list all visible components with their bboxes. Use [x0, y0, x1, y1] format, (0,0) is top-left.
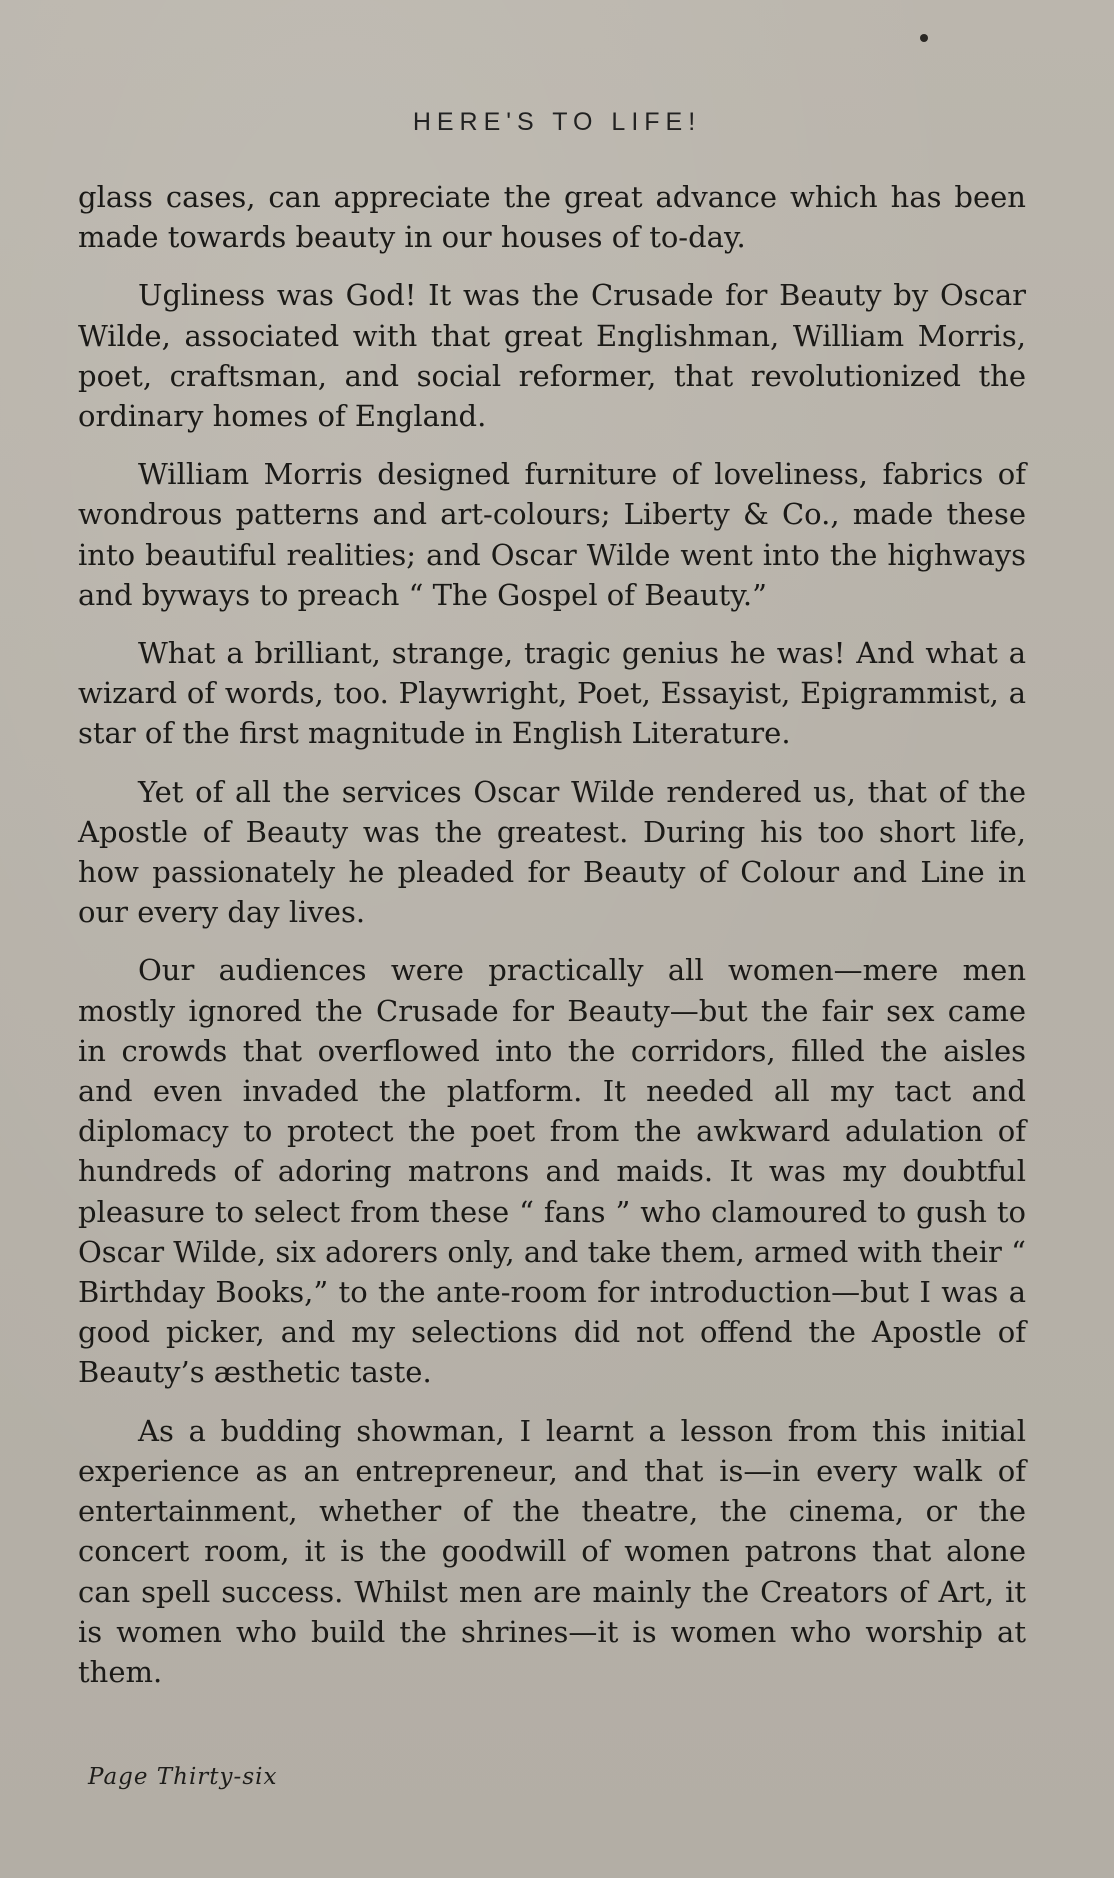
paragraph-7: As a budding showman, I learnt a lesson from this initial experience as an entrepreneur, and that is—in every walk of entertainment, whether of the theatre, the cinema, or the concert room, it is the goodwill of women patrons that alone can spell success. Whilst men are mainly the Creators of Art, it is women who build the shrines—it is women who worship at them.	[78, 1413, 1026, 1689]
ink-speck	[920, 34, 928, 42]
paragraph-6: Our audiences were practically all women—mere men mostly ignored the Crusade for Beauty—but the fair sex came in crowds that overflowed into the corridors, filled the aisles and even invaded the platform. It needed all my tact and diplomacy to protect the poet from the awkward adulation of hundreds of adoring matrons and maids. It was my doubtful pleasure to select from these “ fans ” who clamoured to gush to Oscar Wilde, six adorers only, and take them, armed with their “ Birthday Books,” to the ante-room for introduction—but I was a good picker, and my selections did not offend the Apostle of Beauty’s æsthetic taste.	[78, 953, 1026, 1390]
paragraph-1: glass cases, can appreciate the great advance which has been made towards beauty in our houses of to-day.	[78, 180, 1026, 255]
body-text	[78, 177, 1026, 1710]
running-head: HERE'S TO LIFE!	[412, 108, 702, 136]
page-number-footer: Page Thirty-six	[88, 1764, 278, 1790]
paragraph-2: Ugliness was God! It was the Crusade for Beauty by Oscar Wilde, associated with that great Englishman, William Morris, poet, craftsman, and social reformer, that revolutionized the ordinary homes of England.	[78, 278, 1026, 434]
paragraph-5: Yet of all the services Oscar Wilde rendered us, that of the Apostle of Beauty was the greatest. During his too short life, how passionately he pleaded for Beauty of Colour and Line in our every day lives.	[78, 774, 1026, 930]
paragraph-3: William Morris designed furniture of loveliness, fabrics of wondrous patterns and art-colours; Liberty & Co., made these into beautiful realities; and Oscar Wilde went into the highways and byways to preach “ The Gospel of Beauty.”	[78, 457, 1026, 612]
paragraph-4: What a brilliant, strange, tragic genius he was! And what a wizard of words, too. Playwright, Poet, Essayist, Epigrammist, a star of the first magnitude in English Literature.	[78, 636, 1026, 751]
